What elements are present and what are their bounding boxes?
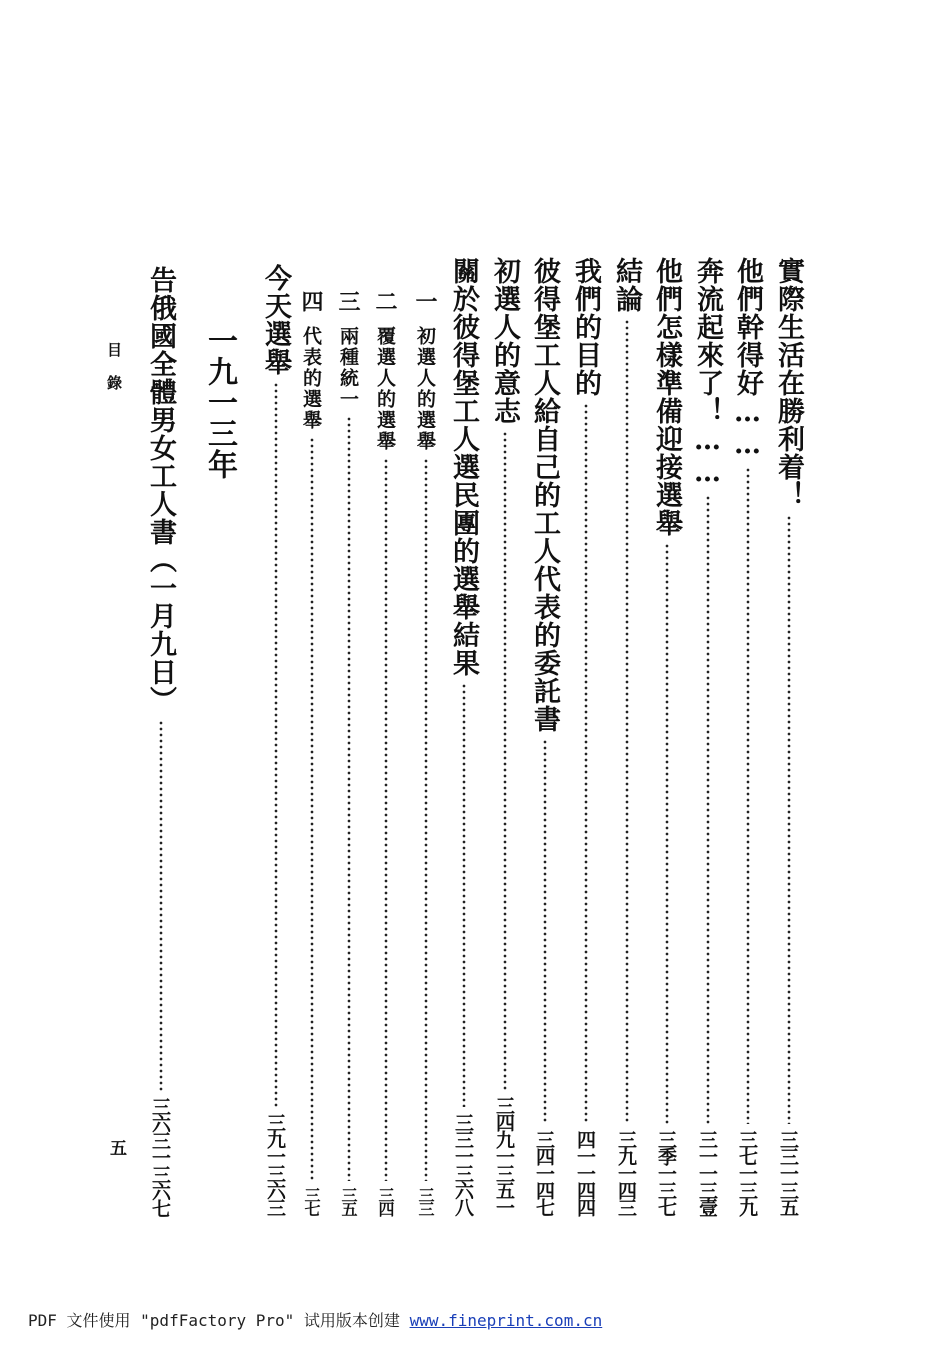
toc-entry (525, 257, 564, 1215)
toc-entry (647, 257, 686, 1215)
subentry-number: 一 (412, 290, 438, 312)
entry-pages: 四一一四四 (574, 1130, 596, 1215)
entry-pages: 三一一三壹 (696, 1130, 718, 1215)
entry-title: 彼得堡工人給自己的工人代表的委託書 (529, 257, 560, 733)
toc-entry (444, 257, 483, 1215)
subentry-title: 初選人的選舉 (414, 326, 436, 452)
footer-note (28, 1308, 602, 1331)
running-head: 目 錄 (105, 342, 123, 390)
entry-pages: 三三一三六八 (452, 1113, 474, 1215)
entry-pages: 三九一三六三 (264, 1113, 286, 1215)
subentry-pages: 三七 (302, 1187, 321, 1215)
dot-leader (296, 437, 327, 1181)
entry-title: 他們幹得好…… (732, 257, 763, 461)
entry-pages: 三四一四七 (533, 1130, 555, 1215)
entry-pages: 三九一四三 (615, 1130, 637, 1215)
dot-leader (141, 720, 180, 1091)
dot-leader (485, 431, 524, 1090)
dot-leader (525, 739, 564, 1124)
entry-pages: 三季一三七 (655, 1130, 677, 1215)
toc-entry (566, 257, 605, 1215)
toc-subentry (370, 290, 401, 1215)
toc-subentry (296, 290, 327, 1215)
subentry-pages: 三四 (376, 1187, 395, 1215)
subentry-number: 三 (335, 290, 361, 312)
toc-subentry (333, 290, 364, 1215)
entry-title: 關於彼得堡工人選民團的選舉結果 (448, 257, 479, 677)
toc-entry (141, 266, 180, 1216)
toc-entry (256, 264, 295, 1215)
entry-title: 結論 (611, 257, 642, 313)
entry-title: 實際生活在勝利着！ (773, 257, 804, 509)
toc-entry (728, 257, 767, 1215)
toc-entry (688, 257, 727, 1215)
entry-title: 初選人的意志 (489, 257, 520, 425)
footer-link[interactable]: www.fineprint.com.cn (409, 1311, 603, 1330)
toc-entry (769, 257, 808, 1215)
entry-pages: 三六三一三六七 (149, 1097, 171, 1216)
entry-pages: 三七一三九 (736, 1130, 758, 1215)
toc-entry (485, 257, 524, 1215)
year-heading: 一九一三年 (202, 325, 237, 480)
entry-pages: 三四九一三五一 (493, 1096, 515, 1215)
dot-leader (333, 416, 364, 1181)
entry-title: 他們怎樣準備迎接選舉 (651, 257, 682, 537)
page-number: 五 (110, 1139, 127, 1159)
toc-subentry (410, 290, 441, 1215)
subentry-title: 覆選人的選舉 (374, 326, 396, 452)
dot-leader (370, 458, 401, 1181)
subentry-pages: 三三 (416, 1187, 435, 1215)
toc-entry (607, 257, 646, 1215)
entry-title: 告俄國全體男女工人書（一月九日） (145, 266, 176, 714)
entry-pages: 三三一三五 (777, 1130, 799, 1215)
dot-leader (444, 683, 483, 1107)
subentry-pages: 三五 (339, 1187, 358, 1215)
subentry-title: 兩種統一 (337, 326, 359, 410)
footer-text: PDF 文件使用 "pdfFactory Pro" 试用版本创建 (28, 1311, 410, 1330)
subentry-title: 代表的選舉 (300, 326, 322, 431)
entry-title: 今天選舉 (260, 264, 291, 376)
subentry-number: 二 (372, 290, 398, 312)
dot-leader (688, 495, 727, 1124)
dot-leader (256, 382, 295, 1107)
dot-leader (607, 319, 646, 1124)
dot-leader (566, 403, 605, 1124)
dot-leader (728, 467, 767, 1124)
dot-leader (647, 543, 686, 1124)
entry-title: 我們的目的 (570, 257, 601, 397)
subentry-number: 四 (298, 290, 324, 312)
entry-title: 奔流起來了！…… (692, 257, 723, 489)
dot-leader (769, 515, 808, 1124)
dot-leader (410, 458, 441, 1181)
